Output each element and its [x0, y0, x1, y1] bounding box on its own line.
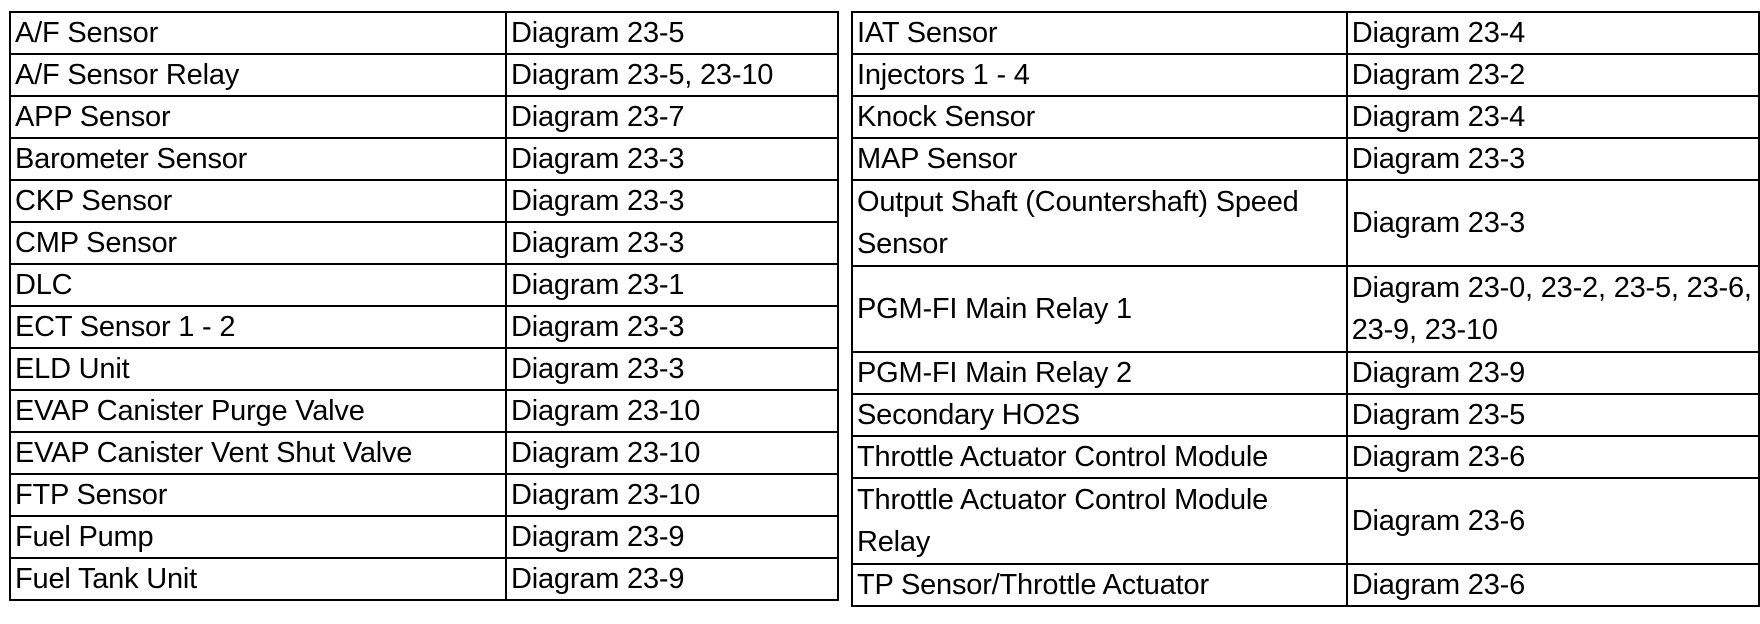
left-component-table [9, 11, 839, 601]
table-row [10, 306, 838, 348]
component-cell: Throttle Actuator Control Module [852, 436, 1347, 478]
component-cell: PGM-FI Main Relay 2 [852, 352, 1347, 394]
component-cell: APP Sensor [10, 96, 506, 138]
diagram-cell: Diagram 23-9 [506, 558, 838, 600]
diagram-cell: Diagram 23-9 [1347, 352, 1759, 394]
component-cell: Barometer Sensor [10, 138, 506, 180]
table-row [10, 222, 838, 264]
component-cell: PGM-FI Main Relay 1 [852, 266, 1347, 352]
component-cell: EVAP Canister Vent Shut Valve [10, 432, 506, 474]
diagram-cell: Diagram 23-1 [506, 264, 838, 306]
table-row [10, 516, 838, 558]
table-row [852, 180, 1759, 266]
table-row [852, 394, 1759, 436]
diagram-cell: Diagram 23-3 [506, 348, 838, 390]
table-row [10, 348, 838, 390]
diagram-cell: Diagram 23-7 [506, 96, 838, 138]
table-row [852, 54, 1759, 96]
component-cell: EVAP Canister Purge Valve [10, 390, 506, 432]
component-cell: Secondary HO2S [852, 394, 1347, 436]
diagram-cell: Diagram 23-3 [1347, 180, 1759, 266]
component-cell: MAP Sensor [852, 138, 1347, 180]
table-row [10, 474, 838, 516]
diagram-cell: Diagram 23-2 [1347, 54, 1759, 96]
diagram-cell: Diagram 23-5 [506, 12, 838, 54]
table-row [10, 390, 838, 432]
component-cell: Fuel Pump [10, 516, 506, 558]
diagram-cell: Diagram 23-6 [1347, 436, 1759, 478]
component-cell: Fuel Tank Unit [10, 558, 506, 600]
table-row [10, 432, 838, 474]
table-row [852, 12, 1759, 54]
diagram-cell: Diagram 23-3 [506, 222, 838, 264]
component-cell: Knock Sensor [852, 96, 1347, 138]
diagram-cell: Diagram 23-10 [506, 390, 838, 432]
table-row [10, 96, 838, 138]
component-cell: ELD Unit [10, 348, 506, 390]
component-cell: Throttle Actuator Control Module Relay [852, 478, 1347, 564]
table-row [10, 180, 838, 222]
diagram-cell: Diagram 23-6 [1347, 478, 1759, 564]
table-row [10, 12, 838, 54]
diagram-cell: Diagram 23-3 [1347, 138, 1759, 180]
table-row [852, 478, 1759, 564]
diagram-cell: Diagram 23-3 [506, 306, 838, 348]
component-cell: FTP Sensor [10, 474, 506, 516]
component-cell: TP Sensor/Throttle Actuator [852, 564, 1347, 606]
diagram-cell: Diagram 23-5 [1347, 394, 1759, 436]
table-row [852, 138, 1759, 180]
diagram-cell: Diagram 23-9 [506, 516, 838, 558]
diagram-cell: Diagram 23-4 [1347, 96, 1759, 138]
table-row [852, 352, 1759, 394]
component-cell: A/F Sensor [10, 12, 506, 54]
diagram-cell: Diagram 23-5, 23-10 [506, 54, 838, 96]
table-row [852, 564, 1759, 606]
table-row [10, 138, 838, 180]
component-cell: Output Shaft (Countershaft) Speed Sensor [852, 180, 1347, 266]
component-cell: ECT Sensor 1 - 2 [10, 306, 506, 348]
component-cell: CMP Sensor [10, 222, 506, 264]
table-row [852, 436, 1759, 478]
diagram-cell: Diagram 23-10 [506, 474, 838, 516]
table-row [10, 54, 838, 96]
diagram-cell: Diagram 23-6 [1347, 564, 1759, 606]
diagram-cell: Diagram 23-10 [506, 432, 838, 474]
component-cell: IAT Sensor [852, 12, 1347, 54]
table-row [10, 558, 838, 600]
diagram-cell: Diagram 23-3 [506, 180, 838, 222]
component-cell: DLC [10, 264, 506, 306]
component-cell: A/F Sensor Relay [10, 54, 506, 96]
table-row [10, 264, 838, 306]
right-component-table [851, 11, 1760, 607]
table-row [852, 96, 1759, 138]
table-row [852, 266, 1759, 352]
diagram-cell: Diagram 23-3 [506, 138, 838, 180]
component-cell: Injectors 1 - 4 [852, 54, 1347, 96]
component-cell: CKP Sensor [10, 180, 506, 222]
diagram-cell: Diagram 23-4 [1347, 12, 1759, 54]
diagram-cell: Diagram 23-0, 23-2, 23-5, 23-6, 23-9, 23-10 [1347, 266, 1759, 352]
